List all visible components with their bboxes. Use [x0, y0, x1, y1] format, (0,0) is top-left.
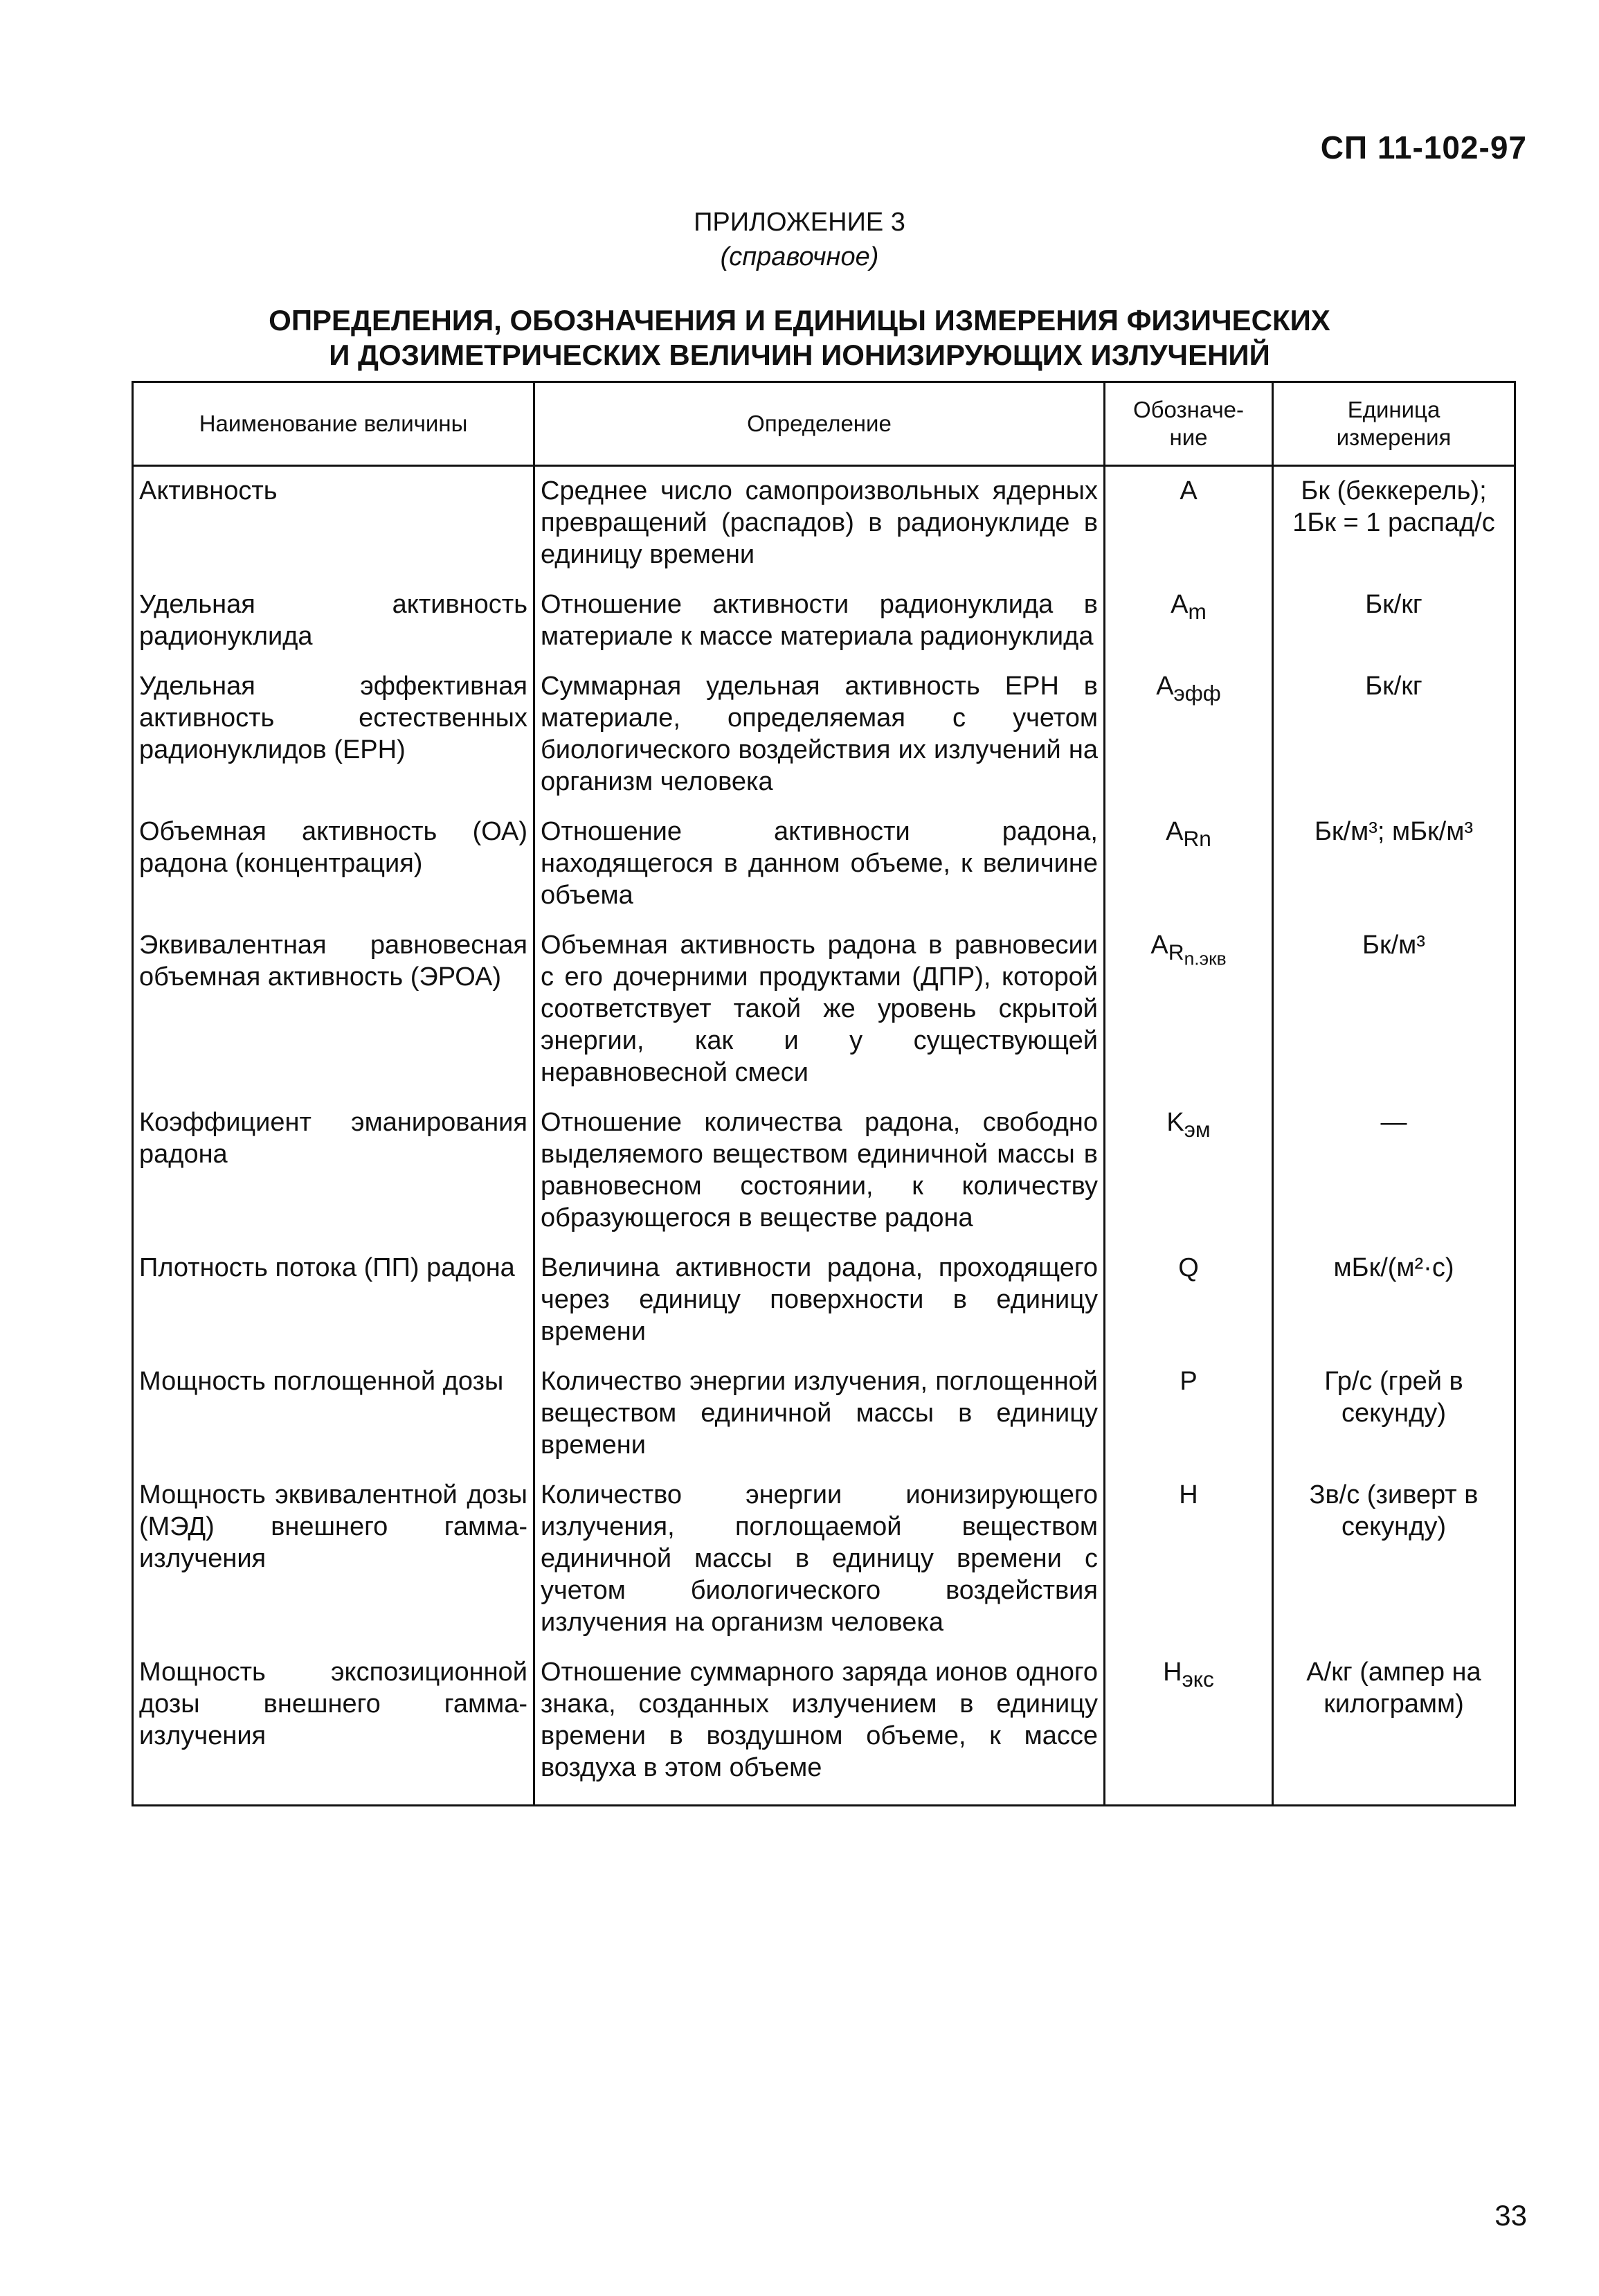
quantity-definition: Отношение активности радона, находящегося в данном объеме, к величине объема	[534, 807, 1105, 921]
unit-line-2: 1Бк = 1 распад/с	[1292, 508, 1495, 537]
unit-line-1: Бк (беккерель);	[1301, 476, 1487, 505]
quantity-unit	[1273, 580, 1515, 662]
table-row	[133, 466, 1515, 581]
quantity-name: Активность	[133, 466, 534, 581]
unit-line-1: Зв/с (зиверт в	[1309, 1480, 1479, 1509]
table-row	[133, 921, 1515, 1098]
table-body	[133, 466, 1515, 1806]
unit-line-1: Гр/с (грей в	[1324, 1367, 1463, 1396]
symbol-main: A	[1156, 672, 1174, 701]
quantity-definition: Среднее число самопроизвольных ядерных превращений (распадов) в радионуклиде в единицу времени	[534, 466, 1105, 581]
header-name: Наименование величины	[133, 382, 534, 466]
quantity-name: Плотность потока (ПП) радона	[133, 1244, 534, 1357]
quantity-symbol	[1105, 580, 1273, 662]
quantity-symbol	[1105, 466, 1273, 581]
quantity-definition: Количество энергии ионизирующего излучения, поглощаемой веществом единичной массы в единицу времени с учетом биологического воздействия излучения на организм человека	[534, 1471, 1105, 1648]
unit-line-1: мБк/(м²·с)	[1333, 1253, 1454, 1282]
table-row	[133, 1244, 1515, 1357]
symbol-sub-subscript: n.экв	[1184, 947, 1227, 969]
unit-line-1: Бк/м³	[1362, 931, 1425, 960]
quantity-symbol	[1105, 1244, 1273, 1357]
quantities-table	[132, 381, 1516, 1806]
symbol-main: Q	[1178, 1253, 1199, 1282]
quantity-definition: Отношение суммарного заряда ионов одного знака, созданных излучением в единицу времени в воздушном объеме, к массе воздуха в этом объеме	[534, 1648, 1105, 1806]
unit-line-1: Бк/кг	[1365, 672, 1422, 701]
quantity-name: Объемная активность (ОА) радона (концентрация)	[133, 807, 534, 921]
appendix-type: (справочное)	[720, 242, 879, 271]
title-line-2: И ДОЗИМЕТРИЧЕСКИХ ВЕЛИЧИН ИОНИЗИРУЮЩИХ ИЗЛУЧЕНИЙ	[329, 339, 1270, 371]
table-row	[133, 662, 1515, 807]
unit-line-2: килограмм)	[1324, 1689, 1464, 1719]
quantity-unit	[1273, 662, 1515, 807]
page-number: 33	[1494, 2199, 1527, 2232]
quantity-name: Коэффициент эманирования радона	[133, 1098, 534, 1244]
quantity-definition: Суммарная удельная активность ЕРН в материале, определяемая с учетом биологического воздействия их излучений на организм человека	[534, 662, 1105, 807]
quantity-unit	[1273, 1244, 1515, 1357]
quantity-name: Мощность экспозиционной дозы внешнего гамма-излучения	[133, 1648, 534, 1806]
table-header-row	[133, 382, 1515, 466]
table-row	[133, 1098, 1515, 1244]
quantity-unit	[1273, 921, 1515, 1098]
quantity-symbol	[1105, 1471, 1273, 1648]
quantity-unit	[1273, 1357, 1515, 1471]
table-row	[133, 1648, 1515, 1806]
header-symbol-line-1: Обозначе-	[1132, 397, 1245, 422]
symbol-main: H	[1163, 1658, 1182, 1687]
header-unit-line-2: измерения	[1336, 424, 1452, 450]
symbol-subscript: Rn.экв	[1168, 939, 1227, 969]
unit-line-1: А/кг (ампер на	[1306, 1658, 1481, 1687]
symbol-main: P	[1180, 1367, 1198, 1396]
quantity-definition: Количество энергии излучения, поглощенной веществом единичной массы в единицу времени	[534, 1357, 1105, 1471]
quantity-name: Удельная активность радионуклида	[133, 580, 534, 662]
quantity-symbol	[1105, 662, 1273, 807]
quantity-symbol	[1105, 1098, 1273, 1244]
appendix-label: ПРИЛОЖЕНИЕ 3	[694, 208, 905, 237]
unit-line-1: —	[1380, 1108, 1407, 1137]
quantity-definition: Объемная активность радона в равновесии с его дочерними продуктами (ДПР), которой соответствует такой же уровень скрытой энергии, как и у существующей неравновесной смеси	[534, 921, 1105, 1098]
unit-line-2: секунду)	[1341, 1399, 1446, 1428]
symbol-subscript: эм	[1184, 1116, 1211, 1142]
quantity-unit	[1273, 1648, 1515, 1806]
quantity-unit	[1273, 807, 1515, 921]
quantity-name: Эквивалентная равновесная объемная активность (ЭРОА)	[133, 921, 534, 1098]
symbol-main: A	[1166, 817, 1184, 846]
table-row	[133, 807, 1515, 921]
unit-line-2: секунду)	[1341, 1512, 1446, 1541]
title-line-1: ОПРЕДЕЛЕНИЯ, ОБОЗНАЧЕНИЯ И ЕДИНИЦЫ ИЗМЕРЕНИЯ ФИЗИЧЕСКИХ	[269, 304, 1330, 337]
unit-line-1: Бк/кг	[1365, 590, 1422, 619]
quantity-name: Мощность эквивалентной дозы (МЭД) внешнего гамма-излучения	[133, 1471, 534, 1648]
symbol-main: A	[1180, 476, 1198, 505]
symbol-subscript: Rn	[1183, 825, 1211, 851]
document-title	[0, 303, 1599, 373]
unit-line-1: Бк/м³; мБк/м³	[1314, 817, 1474, 846]
quantity-unit	[1273, 1471, 1515, 1648]
quantity-definition: Отношение количества радона, свободно выделяемого веществом единичной массы в равновесном состоянии, к количеству образующегося в веществе радона	[534, 1098, 1105, 1244]
quantity-name: Удельная эффективная активность естественных радионуклидов (ЕРН)	[133, 662, 534, 807]
quantity-symbol	[1105, 807, 1273, 921]
header-unit	[1273, 382, 1515, 466]
table-row	[133, 1471, 1515, 1648]
quantity-name: Мощность поглощенной дозы	[133, 1357, 534, 1471]
quantity-symbol	[1105, 1648, 1273, 1806]
quantity-definition: Отношение активности радионуклида в материале к массе материала радионуклида	[534, 580, 1105, 662]
symbol-subscript: экс	[1182, 1666, 1214, 1692]
quantity-symbol	[1105, 921, 1273, 1098]
symbol-main: A	[1150, 931, 1168, 960]
quantity-unit	[1273, 1098, 1515, 1244]
quantity-symbol	[1105, 1357, 1273, 1471]
symbol-subscript: эфф	[1173, 680, 1221, 706]
appendix-heading	[0, 205, 1599, 274]
quantity-definition: Величина активности радона, проходящего через единицу поверхности в единицу времени	[534, 1244, 1105, 1357]
document-code: СП 11-102-97	[1320, 129, 1527, 165]
symbol-main: A	[1171, 590, 1189, 619]
table-row	[133, 1357, 1515, 1471]
symbol-subscript: m	[1188, 598, 1207, 624]
header-symbol-line-2: ние	[1169, 424, 1208, 450]
symbol-main: H	[1179, 1480, 1198, 1509]
header-unit-line-1: Единица	[1347, 397, 1440, 422]
quantity-unit	[1273, 466, 1515, 581]
header-definition: Определение	[534, 382, 1105, 466]
header-symbol	[1105, 382, 1273, 466]
symbol-main: K	[1166, 1108, 1184, 1137]
table-row	[133, 580, 1515, 662]
